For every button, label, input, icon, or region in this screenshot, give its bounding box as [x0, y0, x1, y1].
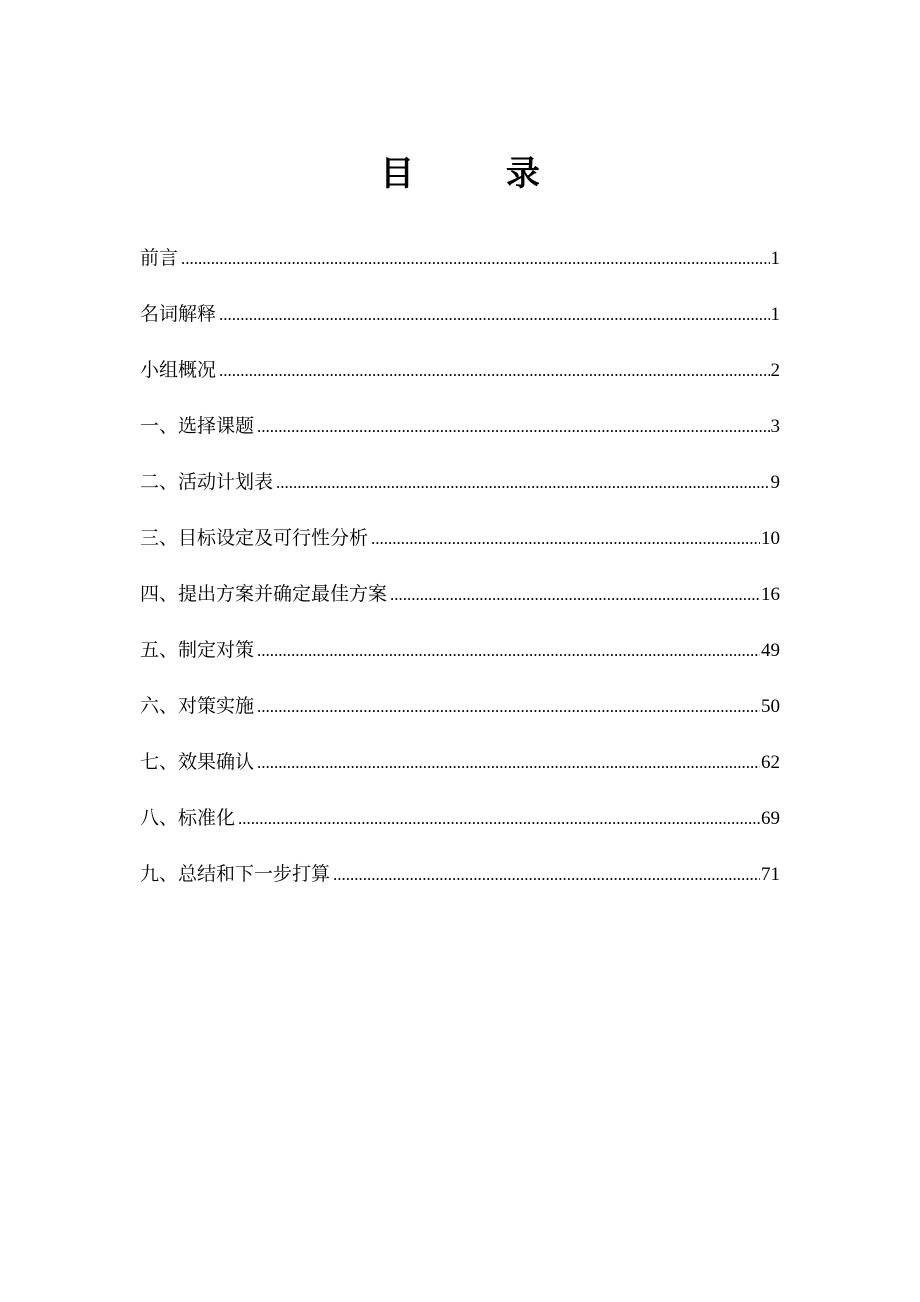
- toc-dot-leader: [257, 740, 760, 786]
- toc-dot-leader: [219, 348, 769, 394]
- toc-entry-label: 六、对策实施: [140, 695, 255, 717]
- toc-page-number: 62: [761, 752, 780, 773]
- toc-entry-section-3[interactable]: [140, 515, 780, 571]
- toc-dot-leader: [333, 852, 760, 898]
- toc-page-number: 10: [761, 528, 780, 549]
- toc-entry-section-5[interactable]: [140, 627, 780, 683]
- toc-entry-section-1[interactable]: [140, 403, 780, 459]
- toc-page-number: 1: [770, 248, 780, 269]
- toc-page-number: 9: [770, 472, 780, 493]
- toc-entry-label: 三、目标设定及可行性分析: [140, 527, 369, 549]
- toc-dot-leader: [257, 628, 760, 674]
- toc-page-number: 49: [761, 640, 780, 661]
- toc-entry-label: 八、标准化: [140, 807, 236, 829]
- toc-entry-label: 七、效果确认: [140, 751, 255, 773]
- toc-entry-section-2[interactable]: [140, 459, 780, 515]
- toc-page-number: 69: [761, 808, 780, 829]
- toc-entry-label: 五、制定对策: [140, 639, 255, 661]
- toc-entry-section-4[interactable]: [140, 571, 780, 627]
- toc-entry-label: 一、选择课题: [140, 415, 255, 437]
- toc-page-number: 50: [761, 696, 780, 717]
- toc-dot-leader: [238, 796, 760, 842]
- page-title: 目 录: [380, 154, 580, 194]
- toc-entry-label: 前言: [140, 247, 179, 269]
- toc-entry-label: 名词解释: [140, 303, 217, 325]
- toc-entry-section-7[interactable]: [140, 739, 780, 795]
- toc-entry-glossary[interactable]: [140, 291, 780, 347]
- toc-dot-leader: [219, 292, 769, 338]
- toc-dot-leader: [257, 684, 760, 730]
- toc-dot-leader: [390, 572, 760, 618]
- toc-entry-preface[interactable]: [140, 235, 780, 291]
- toc-entry-label: 九、总结和下一步打算: [140, 863, 331, 885]
- toc-entry-team-overview[interactable]: [140, 347, 780, 403]
- toc-page-number: 1: [770, 304, 780, 325]
- toc-dot-leader: [371, 516, 760, 562]
- toc-dot-leader: [181, 236, 769, 282]
- toc-entry-section-6[interactable]: [140, 683, 780, 739]
- toc-page-number: 3: [770, 416, 780, 437]
- table-of-contents: [140, 235, 780, 907]
- toc-page-number: 16: [761, 584, 780, 605]
- toc-entry-section-9[interactable]: [140, 851, 780, 907]
- toc-entry-section-8[interactable]: [140, 795, 780, 851]
- toc-dot-leader: [276, 460, 769, 506]
- toc-page-number: 2: [770, 360, 780, 381]
- toc-entry-label: 二、活动计划表: [140, 471, 274, 493]
- toc-entry-label: 小组概况: [140, 359, 217, 381]
- toc-dot-leader: [257, 404, 769, 450]
- toc-entry-label: 四、提出方案并确定最佳方案: [140, 583, 388, 605]
- toc-page-number: 71: [761, 864, 780, 885]
